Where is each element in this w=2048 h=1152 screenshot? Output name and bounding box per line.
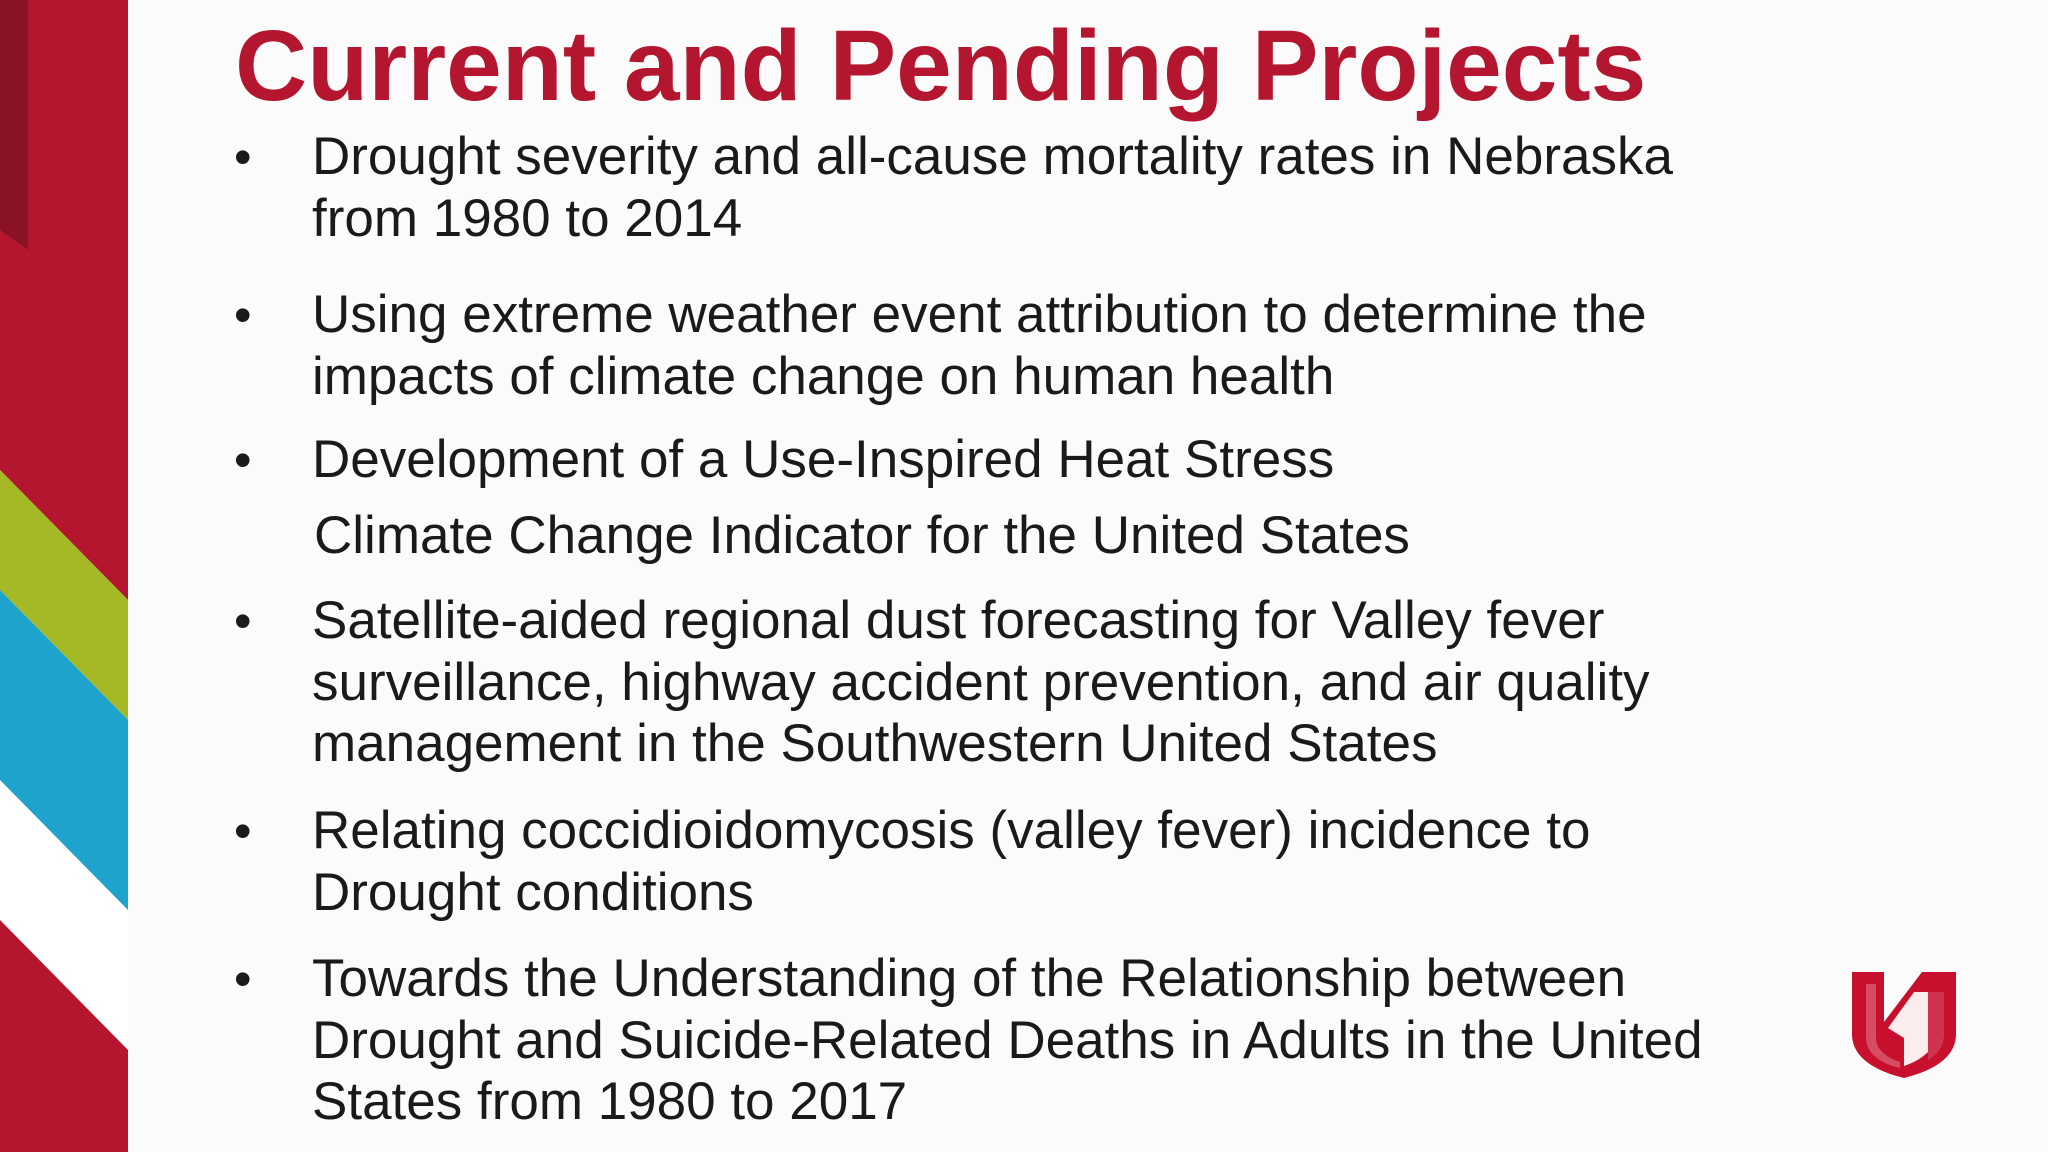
list-item-text: Satellite-aided regional dust forecasting for Valley fever [312,591,1605,650]
list-item-text: from 1980 to 2014 [312,189,743,248]
bullet-icon: • [234,129,252,185]
list-item-text: Towards the Understanding of the Relationship between [312,949,1627,1008]
list-item-text: Climate Change Indicator for the United States [314,506,1410,565]
list-item-text: impacts of climate change on human health [312,347,1335,406]
list-item-text: States from 1980 to 2017 [312,1072,908,1131]
university-n-shield-icon [1848,968,1960,1080]
list-item-text: Drought and Suicide-Related Deaths in Adults in the United [312,1011,1703,1070]
bullet-icon: • [234,287,252,343]
bullet-icon: • [234,432,252,488]
list-item-text: management in the Southwestern United States [312,714,1438,773]
bullet-icon: • [234,951,252,1007]
bullet-icon: • [234,803,252,859]
list-item-text: Relating coccidioidomycosis (valley fever) incidence to [312,801,1591,860]
list-item-text: surveillance, highway accident prevention, and air quality [312,653,1650,712]
list-item-text: Development of a Use-Inspired Heat Stress [312,430,1335,489]
list-item-text: Using extreme weather event attribution to determine the [312,285,1647,344]
list-item-text: Drought conditions [312,863,754,922]
slide-title: Current and Pending Projects [235,10,1647,122]
bullet-icon: • [234,593,252,649]
list-item-text: Drought severity and all-cause mortality rates in Nebraska [312,127,1673,186]
